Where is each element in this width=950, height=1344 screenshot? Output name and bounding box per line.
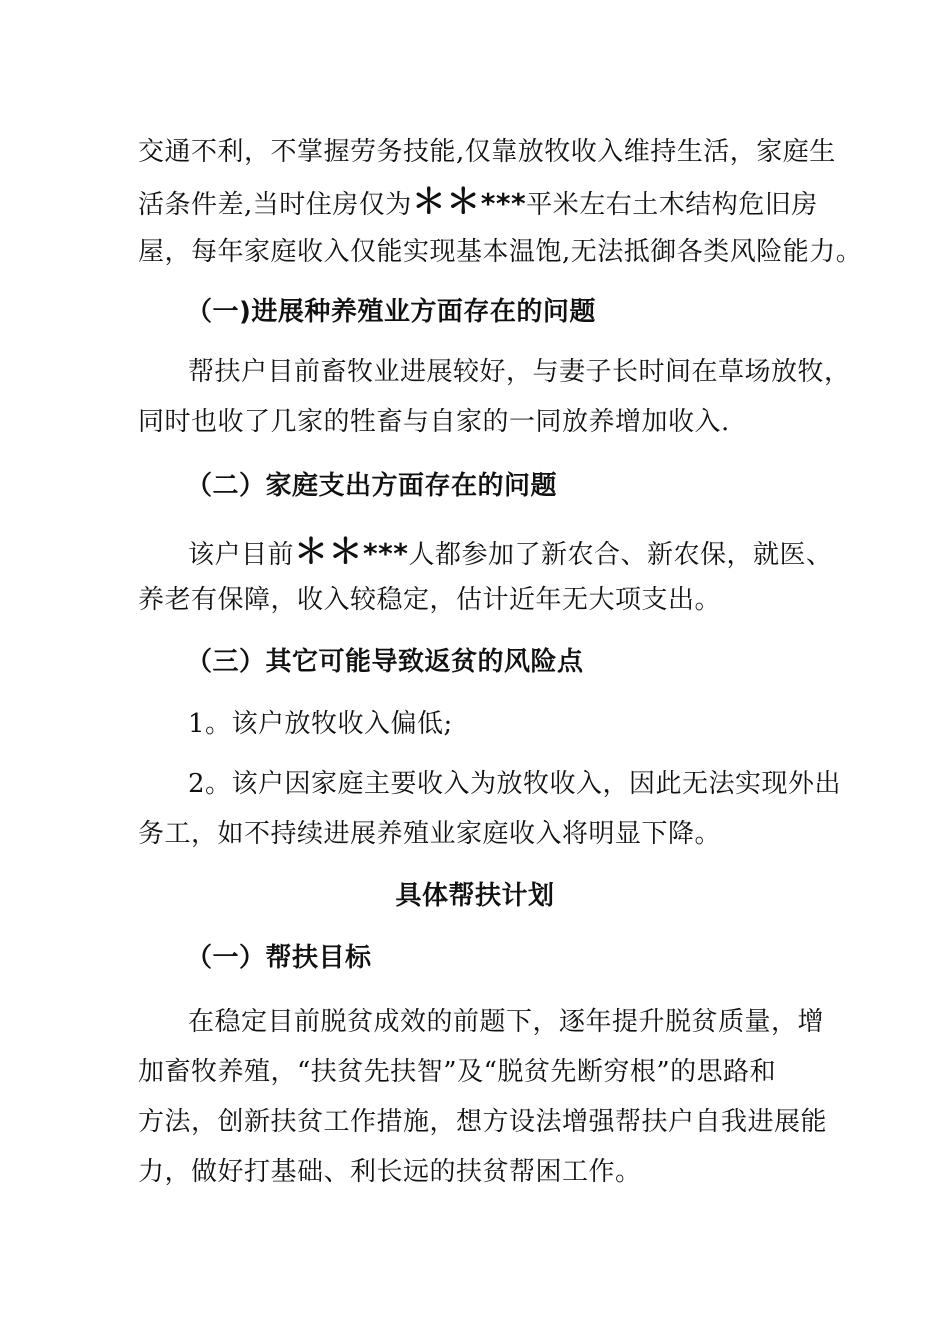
text-span: 该户目前 [188, 540, 295, 570]
paragraph-line: 力，做好打基础、利长远的扶贫帮困工作。 [138, 1157, 642, 1187]
paragraph-line: 方法，创新扶贫工作措施，想方设法增强帮扶户自我进展能 [138, 1107, 828, 1137]
redacted-mask: *** [480, 187, 527, 220]
paragraph-line: 屋，每年家庭收入仅能实现基本温饱,无法抵御各类风险能力。 [138, 237, 863, 267]
text-span: 人都参加了新农合、新农保，就医、 [408, 540, 833, 570]
redacted-mask: ＊＊ [294, 532, 364, 572]
section-title: 具体帮扶计划 [395, 881, 555, 911]
paragraph-line [138, 182, 838, 222]
paragraph-line: 交通不利，不掌握劳务技能,仅靠放牧收入维持生活，家庭生 [138, 137, 836, 167]
paragraph-line: 同时也收了几家的牲畜与自家的一同放养增加收入. [138, 407, 730, 437]
text-span: 平米左右土木结构危旧房 [526, 190, 818, 220]
list-item: 1。该户放牧收入偏低; [188, 709, 453, 739]
paragraph-line: 加畜牧养殖，“扶贫先扶智”及“脱贫先断穷根”的思路和 [138, 1057, 777, 1087]
redacted-mask: ＊＊ [411, 182, 481, 222]
paragraph-line: 养老有保障，收入较稳定，估计近年无大项支出。 [138, 585, 722, 615]
paragraph-line: 在稳定目前脱贫成效的前题下，逐年提升脱贫质量，增 [188, 1007, 825, 1037]
paragraph-line [188, 532, 888, 572]
paragraph-line: 务工，如不持续进展养殖业家庭收入将明显下降。 [138, 819, 722, 849]
list-item: 2。该户因家庭主要收入为放牧收入，因此无法实现外出 [188, 769, 842, 799]
section-heading: （三）其它可能导致返贫的风险点 [186, 647, 584, 677]
redacted-mask: *** [363, 537, 409, 570]
text-span: 活条件差,当时住房仅为 [138, 190, 412, 220]
paragraph-line: 帮扶户目前畜牧业进展较好，与妻子长时间在草场放牧， [188, 357, 851, 387]
section-heading: （一）帮扶目标 [186, 943, 372, 973]
section-heading: （一)进展种养殖业方面存在的问题 [186, 297, 596, 327]
section-heading: （二）家庭支出方面存在的问题 [186, 471, 558, 501]
